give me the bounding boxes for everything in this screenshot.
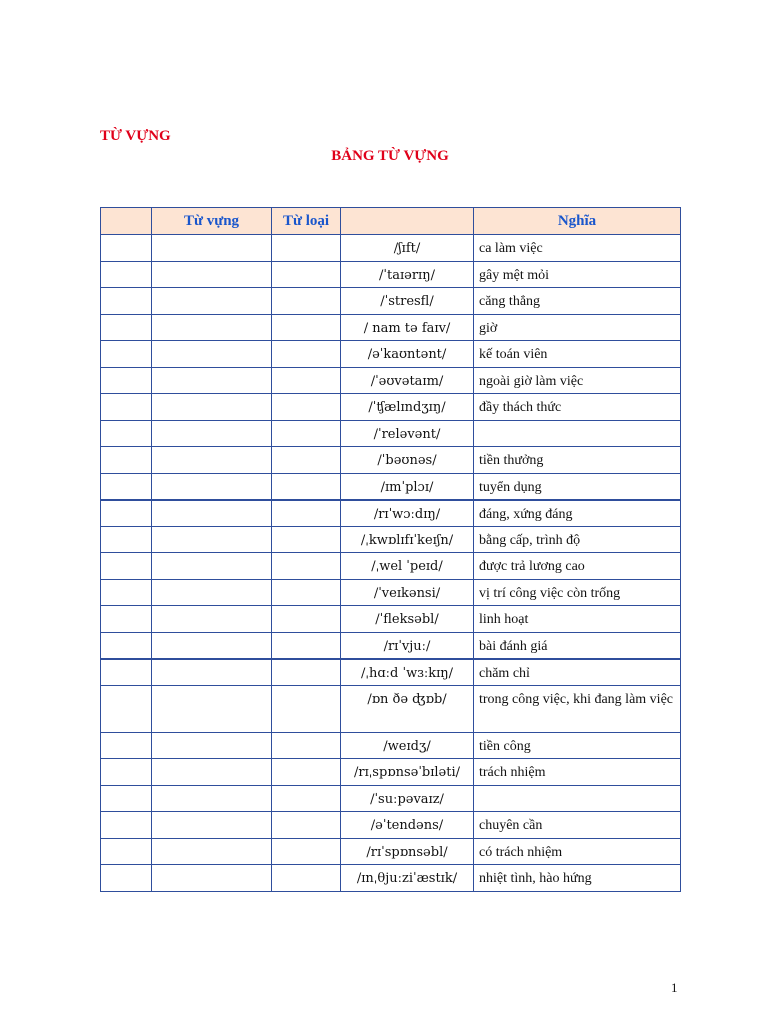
- cell-pronunciation: /ˌkwɒlɪfɪˈkeɪʃn/: [341, 526, 474, 553]
- table-row: [101, 500, 681, 527]
- cell-pronunciation: /ɒn ðə ʤɒb/: [341, 685, 474, 732]
- cell-word-class: [272, 447, 341, 474]
- cell-meaning: đáng, xứng đáng: [474, 500, 681, 527]
- table-row: [101, 759, 681, 786]
- cell-word-class: [272, 553, 341, 580]
- vocabulary-table: [100, 207, 681, 892]
- cell-index: [101, 314, 152, 341]
- cell-word-class: [272, 632, 341, 659]
- cell-word-class: [272, 288, 341, 315]
- cell-index: [101, 288, 152, 315]
- table-title: BẢNG TỪ VỰNG: [331, 148, 449, 164]
- cell-index: [101, 785, 152, 812]
- table-row: [101, 865, 681, 892]
- cell-word: [152, 632, 272, 659]
- cell-word-class: [272, 865, 341, 892]
- cell-pronunciation: /əˈkaʊntənt/: [341, 341, 474, 368]
- table-row: [101, 288, 681, 315]
- table-row: [101, 785, 681, 812]
- table-row: [101, 394, 681, 421]
- cell-word: [152, 606, 272, 633]
- cell-word: [152, 865, 272, 892]
- section-heading: TỪ VỰNG: [100, 128, 171, 144]
- cell-meaning: tiền công: [474, 732, 681, 759]
- table-row: [101, 732, 681, 759]
- table-row: [101, 526, 681, 553]
- cell-index: [101, 420, 152, 447]
- cell-pronunciation: /ˈstresfl/: [341, 288, 474, 315]
- cell-word-class: [272, 261, 341, 288]
- page-number: 1: [671, 980, 678, 995]
- cell-word: [152, 759, 272, 786]
- cell-pronunciation: / nam tə faɪv/: [341, 314, 474, 341]
- cell-word-class: [272, 314, 341, 341]
- cell-word-class: [272, 500, 341, 527]
- header-meaning: Nghĩa: [474, 208, 681, 235]
- cell-word-class: [272, 367, 341, 394]
- cell-word: [152, 261, 272, 288]
- cell-meaning: có trách nhiệm: [474, 838, 681, 865]
- header-word-class: Từ loại: [272, 208, 341, 235]
- cell-index: [101, 759, 152, 786]
- cell-pronunciation: /ˈəʊvətaɪm/: [341, 367, 474, 394]
- cell-pronunciation: /rɪˈspɒnsəbl/: [341, 838, 474, 865]
- cell-word-class: [272, 685, 341, 732]
- cell-index: [101, 473, 152, 500]
- cell-pronunciation: /ˌwel ˈpeɪd/: [341, 553, 474, 580]
- table-row: [101, 314, 681, 341]
- table-row: [101, 685, 681, 732]
- table-row: [101, 579, 681, 606]
- table-row: [101, 420, 681, 447]
- cell-meaning: trách nhiệm: [474, 759, 681, 786]
- cell-pronunciation: /rɪˌspɒnsəˈbɪləti/: [341, 759, 474, 786]
- cell-meaning: [474, 785, 681, 812]
- cell-meaning: tuyển dụng: [474, 473, 681, 500]
- table-row: [101, 838, 681, 865]
- cell-word: [152, 420, 272, 447]
- cell-word-class: [272, 579, 341, 606]
- cell-index: [101, 685, 152, 732]
- cell-pronunciation: /ɪnˌθjuːziˈæstɪk/: [341, 865, 474, 892]
- cell-word-class: [272, 759, 341, 786]
- table-row: [101, 447, 681, 474]
- cell-word: [152, 367, 272, 394]
- cell-pronunciation: /ˈveɪkənsi/: [341, 579, 474, 606]
- cell-word-class: [272, 526, 341, 553]
- cell-index: [101, 553, 152, 580]
- cell-index: [101, 394, 152, 421]
- cell-word: [152, 659, 272, 686]
- table-row: [101, 473, 681, 500]
- cell-pronunciation: /ˈsuːpəvaɪz/: [341, 785, 474, 812]
- cell-index: [101, 606, 152, 633]
- cell-meaning: [474, 420, 681, 447]
- cell-index: [101, 838, 152, 865]
- cell-index: [101, 261, 152, 288]
- cell-meaning: vị trí công việc còn trống: [474, 579, 681, 606]
- cell-pronunciation: /ˈʧælɪndʒɪŋ/: [341, 394, 474, 421]
- header-word: Từ vựng: [152, 208, 272, 235]
- cell-pronunciation: /ˈfleksəbl/: [341, 606, 474, 633]
- cell-index: [101, 526, 152, 553]
- cell-word: [152, 579, 272, 606]
- cell-word: [152, 447, 272, 474]
- cell-word: [152, 785, 272, 812]
- cell-meaning: kế toán viên: [474, 341, 681, 368]
- cell-pronunciation: /weɪdʒ/: [341, 732, 474, 759]
- cell-pronunciation: /ˈbəʊnəs/: [341, 447, 474, 474]
- table-row: [101, 553, 681, 580]
- cell-word: [152, 685, 272, 732]
- header-index: [101, 208, 152, 235]
- cell-pronunciation: /əˈtendəns/: [341, 812, 474, 839]
- cell-meaning: tiền thưởng: [474, 447, 681, 474]
- cell-index: [101, 632, 152, 659]
- cell-meaning: gây mệt mỏi: [474, 261, 681, 288]
- cell-meaning: chuyên cần: [474, 812, 681, 839]
- cell-word-class: [272, 732, 341, 759]
- table-row: [101, 659, 681, 686]
- cell-word: [152, 314, 272, 341]
- cell-index: [101, 235, 152, 262]
- cell-meaning: chăm chỉ: [474, 659, 681, 686]
- cell-meaning: linh hoạt: [474, 606, 681, 633]
- cell-meaning: nhiệt tình, hào hứng: [474, 865, 681, 892]
- table-row: [101, 606, 681, 633]
- cell-meaning: ngoài giờ làm việc: [474, 367, 681, 394]
- header-pronunciation: [341, 208, 474, 235]
- cell-index: [101, 579, 152, 606]
- cell-word: [152, 553, 272, 580]
- cell-word: [152, 394, 272, 421]
- cell-word-class: [272, 394, 341, 421]
- cell-meaning: bằng cấp, trình độ: [474, 526, 681, 553]
- cell-meaning: ca làm việc: [474, 235, 681, 262]
- cell-index: [101, 812, 152, 839]
- cell-word: [152, 341, 272, 368]
- cell-word: [152, 812, 272, 839]
- cell-word: [152, 526, 272, 553]
- cell-pronunciation: /ˈreləvənt/: [341, 420, 474, 447]
- cell-meaning: được trả lương cao: [474, 553, 681, 580]
- table-row: [101, 235, 681, 262]
- table-body: [101, 235, 681, 892]
- cell-word-class: [272, 838, 341, 865]
- cell-word: [152, 235, 272, 262]
- cell-pronunciation: /ʃɪft/: [341, 235, 474, 262]
- table-row: [101, 812, 681, 839]
- cell-meaning: đầy thách thức: [474, 394, 681, 421]
- cell-meaning: căng thẳng: [474, 288, 681, 315]
- cell-word-class: [272, 659, 341, 686]
- cell-index: [101, 341, 152, 368]
- cell-pronunciation: /ˌhɑːd ˈwɜːkɪŋ/: [341, 659, 474, 686]
- cell-pronunciation: /rɪˈvjuː/: [341, 632, 474, 659]
- cell-index: [101, 367, 152, 394]
- cell-word-class: [272, 235, 341, 262]
- cell-word: [152, 500, 272, 527]
- cell-word: [152, 288, 272, 315]
- cell-pronunciation: /ɪmˈplɔɪ/: [341, 473, 474, 500]
- table-row: [101, 632, 681, 659]
- cell-pronunciation: /ˈtaɪərɪŋ/: [341, 261, 474, 288]
- cell-word-class: [272, 812, 341, 839]
- cell-meaning: trong công việc, khi đang làm việc: [474, 685, 681, 732]
- cell-index: [101, 500, 152, 527]
- cell-index: [101, 447, 152, 474]
- cell-word-class: [272, 606, 341, 633]
- cell-index: [101, 659, 152, 686]
- cell-word-class: [272, 785, 341, 812]
- table-row: [101, 341, 681, 368]
- cell-word: [152, 838, 272, 865]
- cell-word: [152, 732, 272, 759]
- cell-word-class: [272, 420, 341, 447]
- cell-word: [152, 473, 272, 500]
- cell-index: [101, 865, 152, 892]
- cell-pronunciation: /rɪˈwɔːdɪŋ/: [341, 500, 474, 527]
- table-header-row: [101, 208, 681, 235]
- cell-word-class: [272, 341, 341, 368]
- cell-meaning: giờ: [474, 314, 681, 341]
- cell-meaning: bài đánh giá: [474, 632, 681, 659]
- cell-word-class: [272, 473, 341, 500]
- table-row: [101, 367, 681, 394]
- cell-index: [101, 732, 152, 759]
- table-row: [101, 261, 681, 288]
